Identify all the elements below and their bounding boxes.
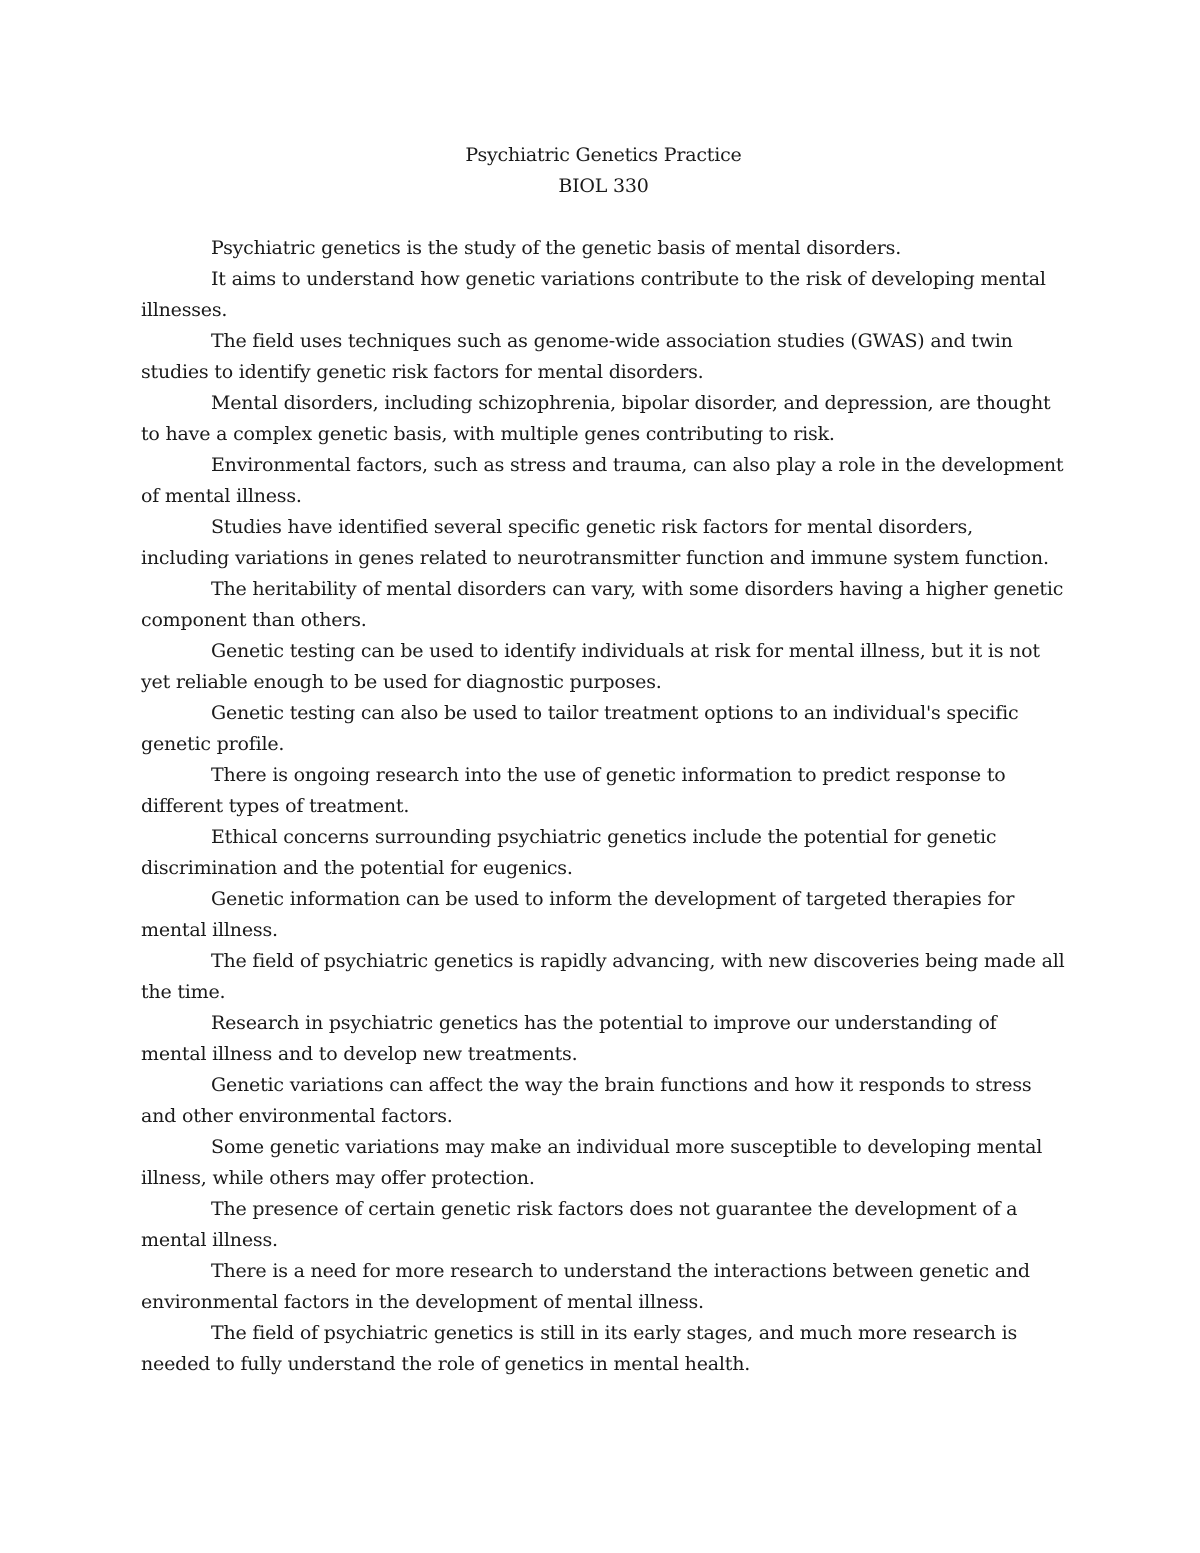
paragraph: Genetic testing can be used to identify individuals at risk for mental illness, but it is not yet reliable enough to be used for diagnostic purposes.: [141, 640, 1040, 693]
paragraph: Ethical concerns surrounding psychiatric genetics include the potential for genetic discrimination and the potential for eugenics.: [141, 826, 997, 879]
paragraph: The heritability of mental disorders can vary, with some disorders having a higher genetic component than others.: [141, 578, 1064, 631]
document-body: [141, 140, 1066, 1380]
paragraph: There is a need for more research to understand the interactions between genetic and environmental factors in the development of mental illness.: [141, 1260, 1030, 1313]
paragraph: Some genetic variations may make an individual more susceptible to developing mental illness, while others may offer protection.: [141, 1136, 1043, 1189]
document-title: Psychiatric Genetics Practice: [465, 144, 742, 166]
paragraph: The presence of certain genetic risk factors does not guarantee the development of a mental illness.: [141, 1198, 1018, 1251]
paragraph: Studies have identified several specific genetic risk factors for mental disorders, including variations in genes related to neurotransmitter function and immune system function.: [141, 516, 1049, 569]
paragraph: Genetic information can be used to inform the development of targeted therapies for mental illness.: [141, 888, 1015, 941]
paragraph: It aims to understand how genetic variations contribute to the risk of developing mental illnesses.: [141, 268, 1046, 321]
paragraph: Environmental factors, such as stress and trauma, can also play a role in the development of mental illness.: [141, 454, 1064, 507]
paragraph: Mental disorders, including schizophrenia, bipolar disorder, and depression, are thought to have a complex genetic basis, with multiple genes contributing to risk.: [141, 392, 1051, 445]
course-code: BIOL 330: [558, 175, 649, 197]
title-block: [141, 140, 1066, 202]
paragraph: The field of psychiatric genetics is rapidly advancing, with new discoveries being made all the time.: [141, 950, 1065, 1003]
spacer: [141, 202, 1066, 233]
paragraph: There is ongoing research into the use of genetic information to predict response to different types of treatment.: [141, 764, 1006, 817]
paragraph: Genetic variations can affect the way the brain functions and how it responds to stress and other environmental factors.: [141, 1074, 1032, 1127]
paragraph: The field of psychiatric genetics is still in its early stages, and much more research is needed to fully understand the role of genetics in mental health.: [141, 1322, 1018, 1375]
paragraph: Research in psychiatric genetics has the potential to improve our understanding of mental illness and to develop new treatments.: [141, 1012, 997, 1065]
paragraph: Psychiatric genetics is the study of the genetic basis of mental disorders.: [211, 237, 902, 259]
paragraph: The field uses techniques such as genome-wide association studies (GWAS) and twin studies to identify genetic risk factors for mental disorders.: [141, 330, 1013, 383]
paragraph: Genetic testing can also be used to tailor treatment options to an individual's specific genetic profile.: [141, 702, 1019, 755]
